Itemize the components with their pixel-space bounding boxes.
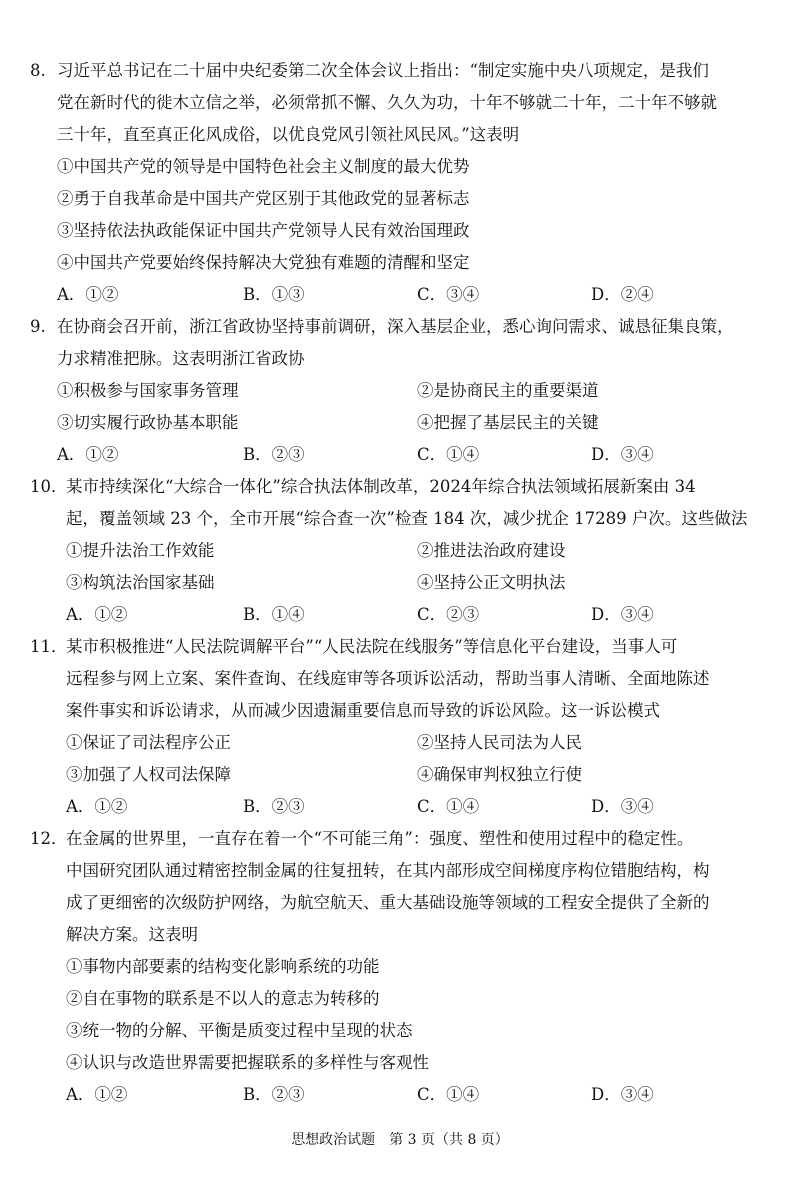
statement: ④把握了基层民主的关键: [417, 413, 599, 432]
choice-a: A．①②: [57, 445, 119, 464]
question-stem-line: 案件事实和诉讼请求，从而减少因遗漏重要信息而导致的诉讼风险。这一诉讼模式: [66, 701, 660, 720]
choice-d: D．②④: [591, 285, 654, 304]
statement: ①积极参与国家事务管理: [57, 381, 239, 400]
question-stem-line: 起，覆盖领域 23 个，全市开展“综合查一次”检查 184 次，减少扰企 17289 户次。这些做法: [66, 509, 748, 528]
choice-c: C．③④: [417, 285, 480, 304]
choice-b: B．②③: [243, 1085, 305, 1104]
statement: ③切实履行政协基本职能: [57, 413, 239, 432]
choice-d: D．③④: [591, 605, 654, 624]
statement: ②勇于自我革命是中国共产党区别于其他政党的显著标志: [57, 189, 470, 208]
question-stem-line: 中国研究团队通过精密控制金属的往复扭转，在其内部形成空间梯度序构位错胞结构，构: [66, 861, 710, 880]
choice-b: B．①④: [243, 605, 305, 624]
choice-b: B．①③: [243, 285, 305, 304]
question-stem-line: 成了更细密的次级防护网络，为航空航天、重大基础设施等领域的工程安全提供了全新的: [66, 893, 710, 912]
choice-a: A．①②: [57, 285, 119, 304]
question-number: 11．: [30, 637, 68, 656]
choice-c: C．①④: [417, 1085, 480, 1104]
question-stem-line: 力求精准把脉。这表明浙江省政协: [57, 349, 305, 368]
question-stem-line: 某市持续深化“大综合一体化”综合执法体制改革，2024年综合执法领域拓展新案由 34: [66, 477, 696, 496]
question-number: 8.: [30, 61, 46, 80]
statement: ④中国共产党要始终保持解决大党独有难题的清醒和坚定: [57, 253, 470, 272]
question-stem-line: 在金属的世界里，一直存在着一个“不可能三角”：强度、塑性和使用过程中的稳定性。: [66, 829, 694, 848]
statement: ③统一物的分解、平衡是质变过程中呈现的状态: [66, 1021, 413, 1040]
question-stem-line: 远程参与网上立案、案件查询、在线庭审等各项诉讼活动，帮助当事人清晰、全面地陈述: [66, 669, 710, 688]
question-number: 9.: [30, 317, 46, 336]
choice-b: B．②③: [243, 797, 305, 816]
statement: ④坚持公正文明执法: [417, 573, 566, 592]
statement: ②坚持人民司法为人民: [417, 733, 582, 752]
statement: ④认识与改造世界需要把握联系的多样性与客观性: [66, 1053, 429, 1072]
choice-c: C．②③: [417, 605, 480, 624]
choice-d: D．③④: [591, 445, 654, 464]
statement: ①事物内部要素的结构变化影响系统的功能: [66, 957, 380, 976]
statement: ③加强了人权司法保障: [66, 765, 231, 784]
statement: ①中国共产党的领导是中国特色社会主义制度的最大优势: [57, 157, 470, 176]
question-number: 10．: [30, 477, 68, 496]
choice-a: A．①②: [66, 1085, 128, 1104]
question-stem-line: 某市积极推进“人民法院调解平台”“人民法院在线服务”等信息化平台建设，当事人可: [66, 637, 678, 656]
question-stem-line: 三十年，直至真正化风成俗，以优良党风引领社风民风。”这表明: [57, 125, 520, 144]
question-stem-line: 习近平总书记在二十届中央纪委第二次全体会议上指出：“制定实施中央八项规定，是我们: [57, 61, 709, 80]
statement: ③坚持依法执政能保证中国共产党领导人民有效治国理政: [57, 221, 470, 240]
choice-b: B．②③: [243, 445, 305, 464]
question-stem-line: 在协商会召开前，浙江省政协坚持事前调研，深入基层企业，悉心询问需求、诚恳征集良策，: [57, 317, 734, 336]
choice-c: C．①④: [417, 797, 480, 816]
statement: ①提升法治工作效能: [66, 541, 215, 560]
statement: ②是协商民主的重要渠道: [417, 381, 599, 400]
choice-a: A．①②: [66, 797, 128, 816]
choice-c: C．①④: [417, 445, 480, 464]
statement: ④确保审判权独立行使: [417, 765, 582, 784]
question-stem-line: 解决方案。这表明: [66, 925, 198, 944]
question-stem-line: 党在新时代的徙木立信之举，必须常抓不懈、久久为功，十年不够就二十年，二十年不够就: [57, 93, 717, 112]
choice-a: A．①②: [66, 605, 128, 624]
statement: ③构筑法治国家基础: [66, 573, 215, 592]
statement: ①保证了司法程序公正: [66, 733, 231, 752]
question-number: 12．: [30, 829, 68, 848]
statement: ②推进法治政府建设: [417, 541, 566, 560]
choice-d: D．③④: [591, 1085, 654, 1104]
statement: ②自在事物的联系是不以人的意志为转移的: [66, 989, 380, 1008]
choice-d: D．③④: [591, 797, 654, 816]
page-footer: 思想政治试题 第 3 页（共 8 页）: [291, 1132, 509, 1148]
